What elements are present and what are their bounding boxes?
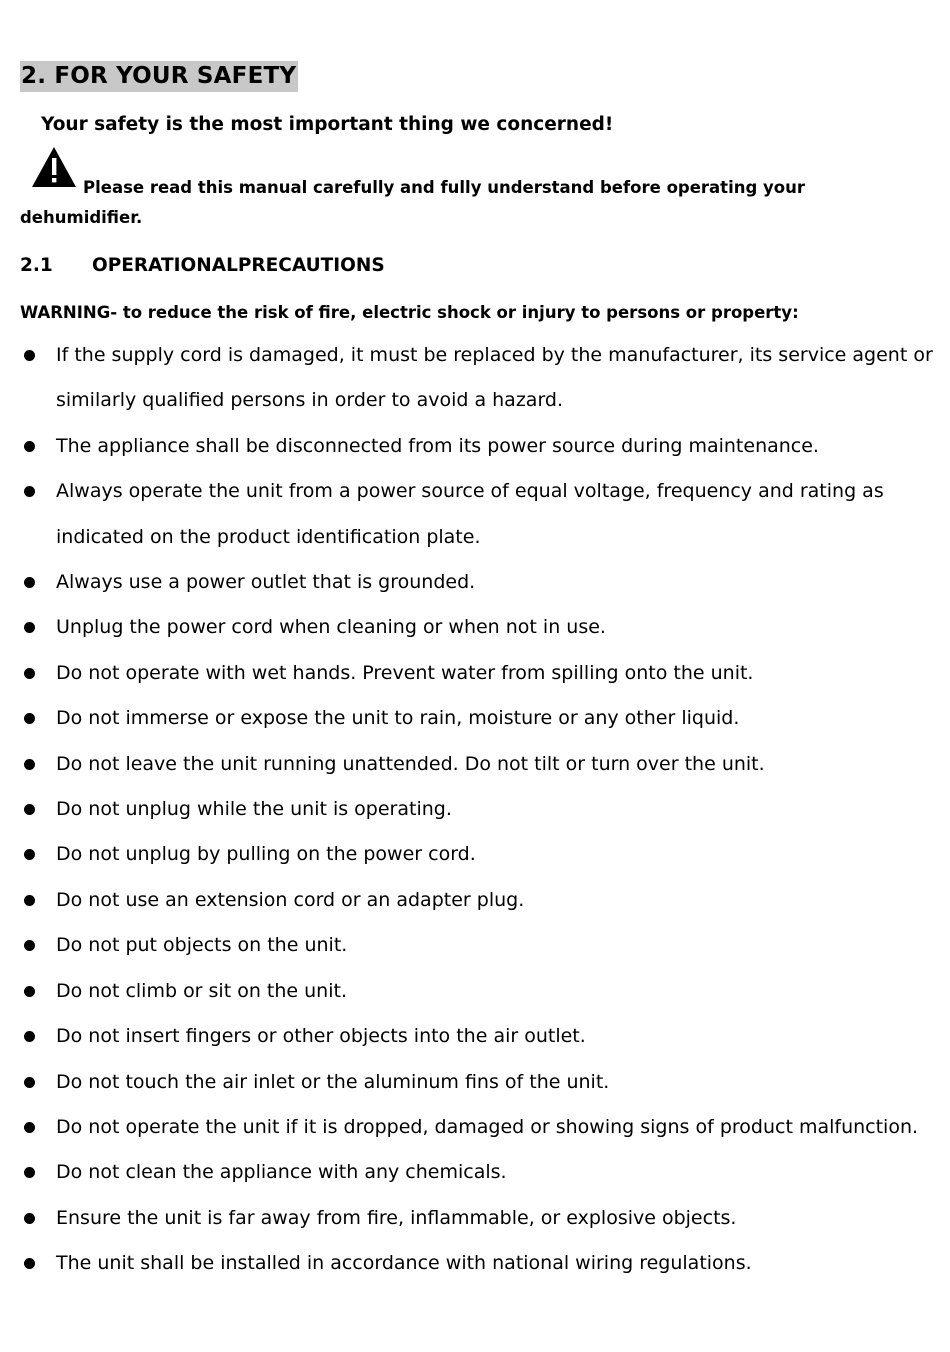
precaution-text — [56, 469, 926, 560]
precaution-text — [56, 1241, 926, 1286]
bullet-icon — [24, 350, 35, 361]
precaution-text-line: Always operate the unit from a power source of equal voltage, frequency and rating as — [56, 480, 884, 503]
bullet-icon — [24, 804, 35, 815]
precaution-item — [0, 1241, 950, 1286]
precaution-text — [56, 651, 926, 696]
precaution-text-line: Always use a power outlet that is grounded. — [56, 571, 476, 594]
precaution-item — [0, 424, 950, 469]
precaution-text — [56, 1014, 926, 1059]
precaution-item — [0, 469, 950, 560]
bullet-icon — [24, 759, 35, 770]
precaution-text-line: Do not climb or sit on the unit. — [56, 979, 347, 1002]
precaution-text — [56, 742, 926, 787]
bullet-icon — [24, 1077, 35, 1088]
precaution-text-line: The appliance shall be disconnected from its power source during maintenance. — [56, 434, 819, 457]
precaution-text — [56, 605, 926, 650]
read-manual-notice: Please read this manual carefully and fully understand before operating your — [83, 178, 806, 197]
precaution-text — [56, 787, 926, 832]
precaution-item — [0, 1196, 950, 1241]
bullet-icon — [24, 713, 35, 724]
precaution-text-line: Do not operate with wet hands. Prevent water from spilling onto the unit. — [56, 661, 754, 684]
precaution-text-line: Do not leave the unit running unattended. Do not tilt or turn over the unit. — [56, 752, 765, 775]
precaution-item — [0, 560, 950, 605]
precaution-text-line: similarly qualified persons in order to avoid a hazard. — [56, 389, 564, 412]
precaution-item — [0, 878, 950, 923]
precaution-item — [0, 787, 950, 832]
bullet-icon — [24, 1213, 35, 1224]
precaution-text — [56, 878, 926, 923]
subsection-heading: OPERATIONALPRECAUTIONS — [92, 255, 385, 276]
bullet-icon — [24, 622, 35, 633]
bullet-icon — [24, 577, 35, 588]
precaution-text — [56, 424, 926, 469]
read-manual-notice-continued: dehumidifier. — [20, 208, 143, 227]
precaution-text — [56, 923, 926, 968]
precaution-text — [56, 696, 926, 741]
bullet-icon — [24, 1167, 35, 1178]
precaution-text-line: Do not touch the air inlet or the aluminum fins of the unit. — [56, 1070, 610, 1093]
precaution-text-line: Do not unplug while the unit is operating. — [56, 798, 452, 821]
precaution-item — [0, 605, 950, 650]
precaution-text — [56, 1060, 926, 1105]
bullet-icon — [24, 441, 35, 452]
warning-triangle-icon — [31, 146, 77, 188]
precaution-item — [0, 1105, 950, 1150]
precaution-item — [0, 969, 950, 1014]
precaution-item — [0, 832, 950, 877]
precaution-text — [56, 1105, 926, 1150]
precaution-text-line: Do not operate the unit if it is dropped, damaged or showing signs of product malfunction. — [56, 1115, 919, 1138]
precaution-item — [0, 333, 950, 424]
precaution-text-line: If the supply cord is damaged, it must be replaced by the manufacturer, its service agent or — [56, 344, 933, 366]
bullet-icon — [24, 486, 35, 497]
precaution-item — [0, 1060, 950, 1105]
precaution-text — [56, 333, 933, 424]
precaution-item — [0, 696, 950, 741]
bullet-icon — [24, 1031, 35, 1042]
precaution-text-line: Unplug the power cord when cleaning or when not in use. — [56, 616, 606, 639]
bullet-icon — [24, 849, 35, 860]
bullet-icon — [24, 895, 35, 906]
precaution-text-line: indicated on the product identification plate. — [56, 525, 481, 548]
precaution-item — [0, 651, 950, 696]
precaution-item — [0, 1014, 950, 1059]
precaution-text — [56, 560, 926, 605]
precaution-text — [56, 969, 926, 1014]
bullet-icon — [24, 986, 35, 997]
bullet-icon — [24, 1122, 35, 1133]
precaution-text-line: Do not unplug by pulling on the power cord. — [56, 843, 476, 866]
precaution-text-line: Do not insert fingers or other objects into the air outlet. — [56, 1025, 586, 1048]
precaution-text — [56, 1196, 926, 1241]
warning-statement: WARNING- to reduce the risk of fire, electric shock or injury to persons or property: — [20, 303, 799, 322]
bullet-icon — [24, 940, 35, 951]
safety-subtitle: Your safety is the most important thing we concerned! — [41, 114, 614, 135]
section-title: 2. FOR YOUR SAFETY — [20, 61, 298, 92]
bullet-icon — [24, 1258, 35, 1269]
precaution-text-line: Do not use an extension cord or an adapter plug. — [56, 888, 525, 911]
precaution-text-line: Do not put objects on the unit. — [56, 934, 348, 957]
precaution-text — [56, 832, 926, 877]
subsection-number: 2.1 — [20, 255, 53, 276]
bullet-icon — [24, 668, 35, 679]
precaution-text-line: Do not clean the appliance with any chemicals. — [56, 1161, 507, 1184]
precaution-item — [0, 742, 950, 787]
precaution-item — [0, 923, 950, 968]
precaution-text-line: Do not immerse or expose the unit to rain, moisture or any other liquid. — [56, 707, 740, 730]
precaution-text-line: The unit shall be installed in accordance with national wiring regulations. — [56, 1252, 752, 1275]
precaution-item — [0, 1150, 950, 1195]
precaution-text — [56, 1150, 926, 1195]
precautions-list — [0, 333, 950, 1287]
precaution-text-line: Ensure the unit is far away from fire, inflammable, or explosive objects. — [56, 1206, 737, 1229]
